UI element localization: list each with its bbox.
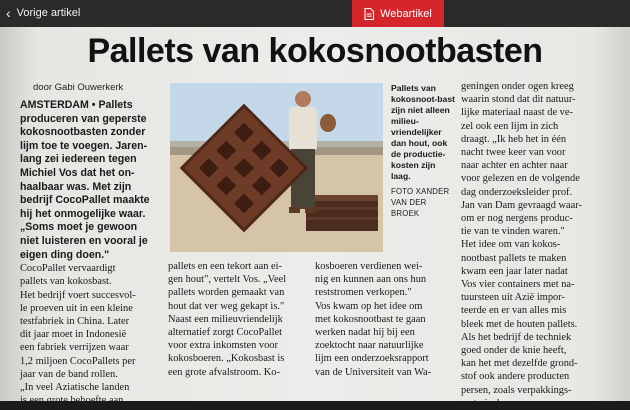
lead-line: kokosnootbasten zonder xyxy=(20,126,146,139)
body-line: Vos kwam op het idee om xyxy=(315,300,423,312)
photo-caption xyxy=(391,83,457,219)
body-line: naar achter en achter naar xyxy=(461,160,568,172)
body-line: Jan van Dam gevraagd waar- xyxy=(461,199,582,211)
top-bar xyxy=(0,0,630,27)
lead-line: haalbaar was. Met zijn xyxy=(20,180,132,193)
article-headline: Pallets van kokosnootbasten xyxy=(87,32,543,70)
body-line: lijm een onderzoeksrapport xyxy=(315,353,429,365)
body-line: hout dat ver weg gekapt is." xyxy=(168,300,285,312)
photo-credit: FOTO XANDER VAN DER BROEK xyxy=(391,187,450,218)
body-line: reststromen verkopen." xyxy=(315,287,412,299)
lead-line: AMSTERDAM • Pallets xyxy=(20,99,133,111)
body-line: voor gelezen en de volgende xyxy=(461,173,580,185)
article-photo xyxy=(170,83,383,252)
body-line: een fabriek verrijzen waar xyxy=(20,342,129,354)
body-line: dit jaar moet in Indonesië xyxy=(20,329,127,341)
body-line: pallets van kokosbast. xyxy=(20,276,112,288)
article-byline: door Gabi Ouwerkerk xyxy=(33,82,124,93)
newspaper-article xyxy=(0,27,630,409)
body-line: werken nadat hij bij een xyxy=(315,327,415,339)
article-column-3 xyxy=(315,260,457,379)
lead-line: produceren van geperste xyxy=(20,112,147,125)
body-line: testfabriek in China. Later xyxy=(20,315,130,327)
body-line: lijke materiaal naast de ve- xyxy=(461,107,573,119)
body-line: tie van te vinden waren." xyxy=(461,226,565,238)
body-line: van de Universiteit van Wa- xyxy=(315,366,432,378)
body-line: waarin stond dat dit natuur- xyxy=(461,94,576,106)
body-line: gen hout", vertelt Vos. „Veel xyxy=(168,274,287,286)
body-line: stof ook andere producten xyxy=(461,371,570,383)
body-line: teerde en er van alles mis xyxy=(461,305,567,317)
lead-line: hij het onmogelijke waar. xyxy=(20,207,146,220)
body-line: pallets worden gemaakt van xyxy=(168,287,285,299)
body-line: draagt. „Ik heb het in één xyxy=(461,133,567,145)
body-line: om er nog nergens produc- xyxy=(461,213,573,225)
body-line: nig en kunnen aan ons hun xyxy=(315,274,427,286)
lead-line: lijm toe te voegen. Jaren- xyxy=(20,139,148,152)
body-line: CocoPallet vervaardigt xyxy=(20,263,116,275)
chevron-left-icon: ‹ xyxy=(6,5,11,21)
article-column-1 xyxy=(20,99,160,407)
column-1-body xyxy=(20,262,160,407)
lead-line: Michiel Vos dat het on- xyxy=(20,166,135,179)
body-line: 1,2 miljoen CocoPallets per xyxy=(20,355,136,367)
body-line: bleek met de houten pallets. xyxy=(461,318,578,330)
document-icon xyxy=(364,8,374,20)
body-line: een grote afvalstroom. Ko- xyxy=(168,366,280,378)
webartikel-button[interactable] xyxy=(352,0,444,27)
body-line: alternatief zorgt CocoPallet xyxy=(168,327,283,339)
body-line: kokosboeren. „Kokosbast is xyxy=(168,353,285,365)
body-line: persen, zoals verpakkings- xyxy=(461,384,572,396)
lead-line: eigen ding doen." xyxy=(20,248,110,261)
article-column-4 xyxy=(461,80,609,410)
webartikel-label: Webartikel xyxy=(380,7,432,20)
body-line: kan het met dezelfde grond- xyxy=(461,358,578,370)
article-lead xyxy=(20,99,160,262)
body-line: Het bedrijf voert succesvol- xyxy=(20,289,136,301)
body-line: „In veel Aziatische landen xyxy=(20,381,130,393)
body-line: zel ook een lijm in zich xyxy=(461,120,559,132)
body-line: materiaal. xyxy=(461,397,503,409)
body-line: Naast een milieuvriendelijk xyxy=(168,313,283,325)
lead-line: „Soms moet je gewoon xyxy=(20,221,138,234)
body-line: jaar van de band rollen. xyxy=(20,368,118,380)
body-line: dag onderzoeksleider prof. xyxy=(461,186,573,198)
body-line: nacht twee keer van voor xyxy=(461,147,566,159)
body-line: is een grote behoefte aan xyxy=(20,395,124,407)
caption-text: Pallets van kokosnoot-bast zijn niet alleen milieu-vriendelijker dan hout, ook de productie-kosten zijn laag. xyxy=(391,83,455,181)
body-line: kwam een jaar later nadat xyxy=(461,265,568,277)
body-line: le proeven uit in een kleine xyxy=(20,302,133,314)
body-line: Als het bedrijf de techniek xyxy=(461,331,572,343)
body-line: voor extra inkomsten voor xyxy=(168,340,278,352)
body-line: met kokosnootbast te gaan xyxy=(315,313,426,325)
lead-line: bedrijf CocoPallet maakte xyxy=(20,194,150,207)
body-line: geningen onder ogen kreeg xyxy=(461,81,574,92)
body-line: pallets en een tekort aan ei- xyxy=(168,261,282,272)
article-column-2 xyxy=(168,260,308,379)
body-line: kosboeren verdienen wei- xyxy=(315,261,423,272)
body-line: nootbast pallets te maken xyxy=(461,252,567,264)
body-line: zoektocht naar natuurlijke xyxy=(315,340,424,352)
lead-line: niet luisteren en vooral je xyxy=(20,234,148,247)
body-line: Het idee om van kokos- xyxy=(461,239,561,251)
body-line: tuursteen uit Azië impor- xyxy=(461,292,565,304)
lead-line: lang zei iedereen tegen xyxy=(20,153,137,166)
previous-article-button[interactable] xyxy=(6,4,80,22)
body-line: Vos vier containers met na- xyxy=(461,279,575,291)
body-line: goed onder de knie heeft, xyxy=(461,345,567,357)
previous-article-label: Vorige artikel xyxy=(16,7,81,19)
